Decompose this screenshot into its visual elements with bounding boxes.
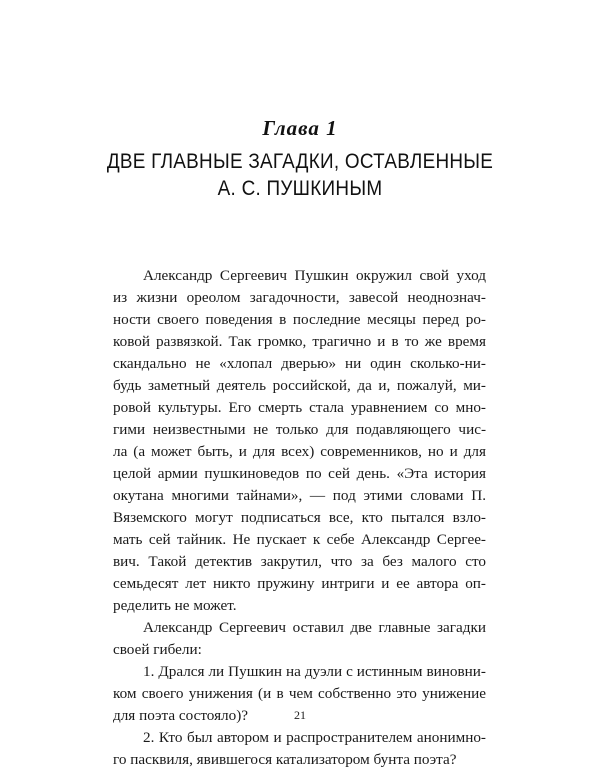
text-line: для поэта состояло)? xyxy=(113,707,249,724)
text-line: ком своего унижения (и в чем собственно это унижение xyxy=(113,685,486,702)
text-line: Александр Сергеевич Пушкин окружил свой уход xyxy=(143,267,486,284)
text-line: ла (а может быть, и для всех) современников, но и для xyxy=(113,443,486,460)
text-line: ровой культуры. Его смерть стала уравнением со мно- xyxy=(113,399,486,416)
text-line: ределить не может. xyxy=(113,597,237,614)
text-line: ности своего поведения в последние месяцы перед ро- xyxy=(113,311,486,328)
text-line: вич. Такой детектив закрутил, что за без малого сто xyxy=(113,553,486,570)
text-line: из жизни ореолом загадочности, завесой неоднознач- xyxy=(113,289,486,306)
chapter-label: Глава 1 xyxy=(262,116,338,140)
text-line: Вяземского могут подписаться все, кто пытался взло- xyxy=(113,509,486,526)
text-line: гими неизвестными не только для подавляющего чис- xyxy=(113,421,486,438)
text-line: мать сей тайник. Не пускает к себе Александр Сергее- xyxy=(113,531,486,548)
text-line: скандально не «хлопал дверью» ни один сколько-ни- xyxy=(113,355,486,372)
body-text xyxy=(113,265,486,771)
text-line: семьдесят лет никто пружину интриги и ее автора оп- xyxy=(113,575,486,592)
text-line: го пасквиля, явившегося катализатором бунта поэта? xyxy=(113,751,457,768)
text-line: своей гибели: xyxy=(113,641,202,658)
text-line: будь заметный деятель российской, да и, пожалуй, ми- xyxy=(113,377,486,394)
text-line: 1. Дрался ли Пушкин на дуэли с истинным виновни- xyxy=(143,663,486,680)
chapter-title-line-1: ДВЕ ГЛАВНЫЕ ЗАГАДКИ, ОСТАВЛЕННЫЕ xyxy=(106,150,494,173)
text-line: целой армии пушкиноведов по сей день. «Эта история xyxy=(113,465,486,482)
chapter-title xyxy=(30,148,570,202)
chapter-title-line-2: А. С. ПУШКИНЫМ xyxy=(217,177,383,200)
text-line: ковой развязкой. Так громко, трагично и в то же время xyxy=(113,333,486,350)
page-number: 21 xyxy=(294,708,306,722)
text-line: 2. Кто был автором и распространителем анонимно- xyxy=(143,729,486,746)
text-line: Александр Сергеевич оставил две главные загадки xyxy=(143,619,486,636)
text-line: окутана многими тайнами», — под этими словами П. xyxy=(113,487,486,504)
